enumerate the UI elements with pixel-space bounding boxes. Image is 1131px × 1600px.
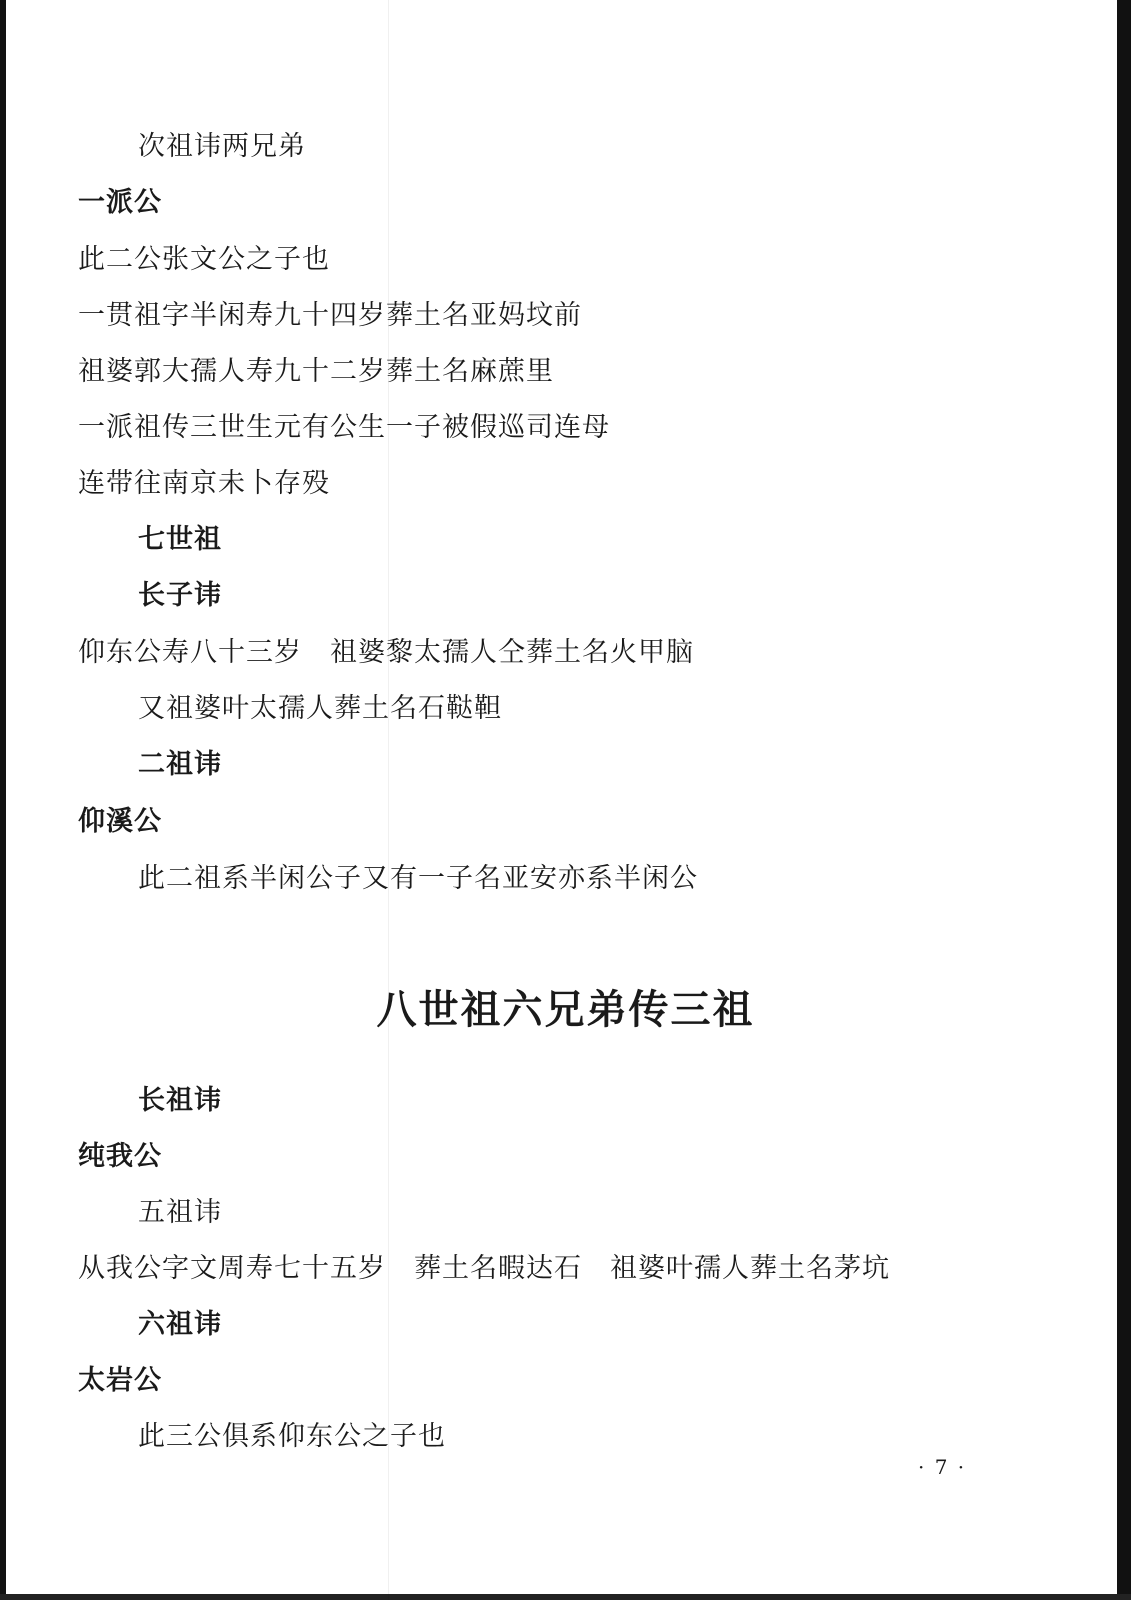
scan-edge-left bbox=[0, 0, 6, 1600]
text-line-14: 此二祖系半闲公子又有一子名亚安亦系半闲公 bbox=[138, 863, 698, 894]
text-line-19: 六祖讳 bbox=[138, 1309, 222, 1340]
text-line-4: 一贯祖字半闲寿九十四岁葬土名亚妈坟前 bbox=[78, 300, 582, 331]
page-number: · 7 · bbox=[918, 1455, 967, 1479]
text-line-21: 此三公俱系仰东公之子也 bbox=[138, 1421, 446, 1452]
text-line-2: 一派公 bbox=[78, 187, 162, 218]
text-line-16: 纯我公 bbox=[78, 1141, 162, 1172]
text-line-10: 仰东公寿八十三岁 祖婆黎太孺人仝葬土名火甲脑 bbox=[78, 637, 694, 668]
text-line-18: 从我公字文周寿七十五岁 葬土名暇达石 祖婆叶孺人葬土名茅坑 bbox=[78, 1253, 890, 1284]
text-line-12: 二祖讳 bbox=[138, 749, 222, 780]
scan-edge-right bbox=[1117, 0, 1131, 1600]
text-line-8: 七世祖 bbox=[138, 524, 222, 555]
text-line-11: 又祖婆叶太孺人葬土名石鞑靼 bbox=[138, 693, 502, 724]
text-line-15: 长祖讳 bbox=[138, 1085, 222, 1116]
scan-edge-bottom bbox=[0, 1594, 1131, 1600]
text-line-3: 此二公张文公之子也 bbox=[78, 244, 330, 275]
text-line-13: 仰溪公 bbox=[78, 806, 162, 837]
text-line-6: 一派祖传三世生元有公生一子被假巡司连母 bbox=[78, 412, 610, 443]
text-line-9: 长子讳 bbox=[138, 580, 222, 611]
section-heading: 八世祖六兄弟传三祖 bbox=[376, 986, 755, 1033]
text-line-20: 太岩公 bbox=[78, 1365, 162, 1396]
text-line-1: 次祖讳两兄弟 bbox=[138, 131, 306, 162]
page-fold-line bbox=[388, 0, 389, 1600]
text-line-17: 五祖讳 bbox=[138, 1197, 222, 1228]
text-line-7: 连带往南京未卜存殁 bbox=[78, 468, 330, 499]
text-line-5: 祖婆郭大孺人寿九十二岁葬土名麻蔗里 bbox=[78, 356, 554, 387]
